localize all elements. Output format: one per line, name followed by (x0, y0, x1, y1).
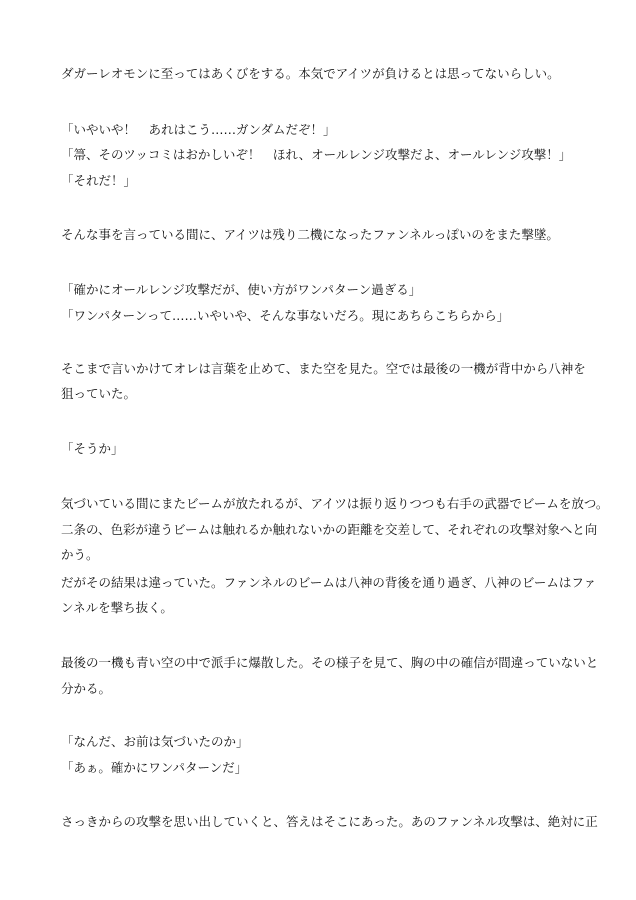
text-line: かう。 (61, 547, 99, 562)
dialogue-line: 「いやいや！ あれはこう……ガンダムだぞ！」 (61, 122, 336, 137)
text-line: ンネルを撃ち抜く。 (61, 600, 173, 615)
text-line: ダガーレオモンに至ってはあくびをする。本気でアイツが負けるとは思ってないらしい。 (61, 66, 560, 81)
text-line: さっきからの攻撃を思い出していくと、答えはそこにあった。あのファンネル攻撃は、絶対に正 (61, 814, 598, 829)
dialogue-line: 「確かにオールレンジ攻撃だが、使い方がワンパターン過ぎる」 (61, 282, 422, 297)
text-line: だがその結果は違っていた。ファンネルのビームは八神の背後を通り過ぎ、八神のビームはファ (61, 575, 597, 590)
dialogue-line: 「ワンパターンって……いやいや、そんな事ないだろ。現にあちらこちらから」 (61, 308, 510, 323)
text-line: 狙っていた。 (61, 386, 137, 401)
dialogue-line: 「それだ！」 (61, 173, 137, 188)
text-line: そこまで言いかけてオレは言葉を止めて、また空を見た。空では最後の一機が背中から八神を (61, 361, 586, 376)
dialogue-line: 「そうか」 (61, 441, 124, 456)
dialogue-line: 「あぁ。確かにワンパターンだ」 (61, 760, 248, 775)
text-line: 気づいている間にまたビームが放たれるが、アイツは振り返りつつも右手の武器でビームを放つ。 (61, 496, 609, 511)
text-line: 二条の、色彩が違うビームは触れるか触れないかの距離を交差して、それぞれの攻撃対象へと向 (61, 522, 598, 537)
dialogue-line: 「箒、そのツッコミはおかしいぞ！ ほれ、オールレンジ攻撃だよ、オールレンジ攻撃！」 (61, 147, 572, 162)
text-line: 分かる。 (61, 681, 112, 696)
text-line: そんな事を言っている間に、アイツは残り二機になったファンネルっぽいのをまた撃墜。 (61, 227, 559, 242)
text-line: 最後の一機も青い空の中で派手に爆散した。その様子を見て、胸の中の確信が間違っていないと (61, 655, 599, 670)
dialogue-line: 「なんだ、お前は気づいたのか」 (61, 734, 249, 749)
